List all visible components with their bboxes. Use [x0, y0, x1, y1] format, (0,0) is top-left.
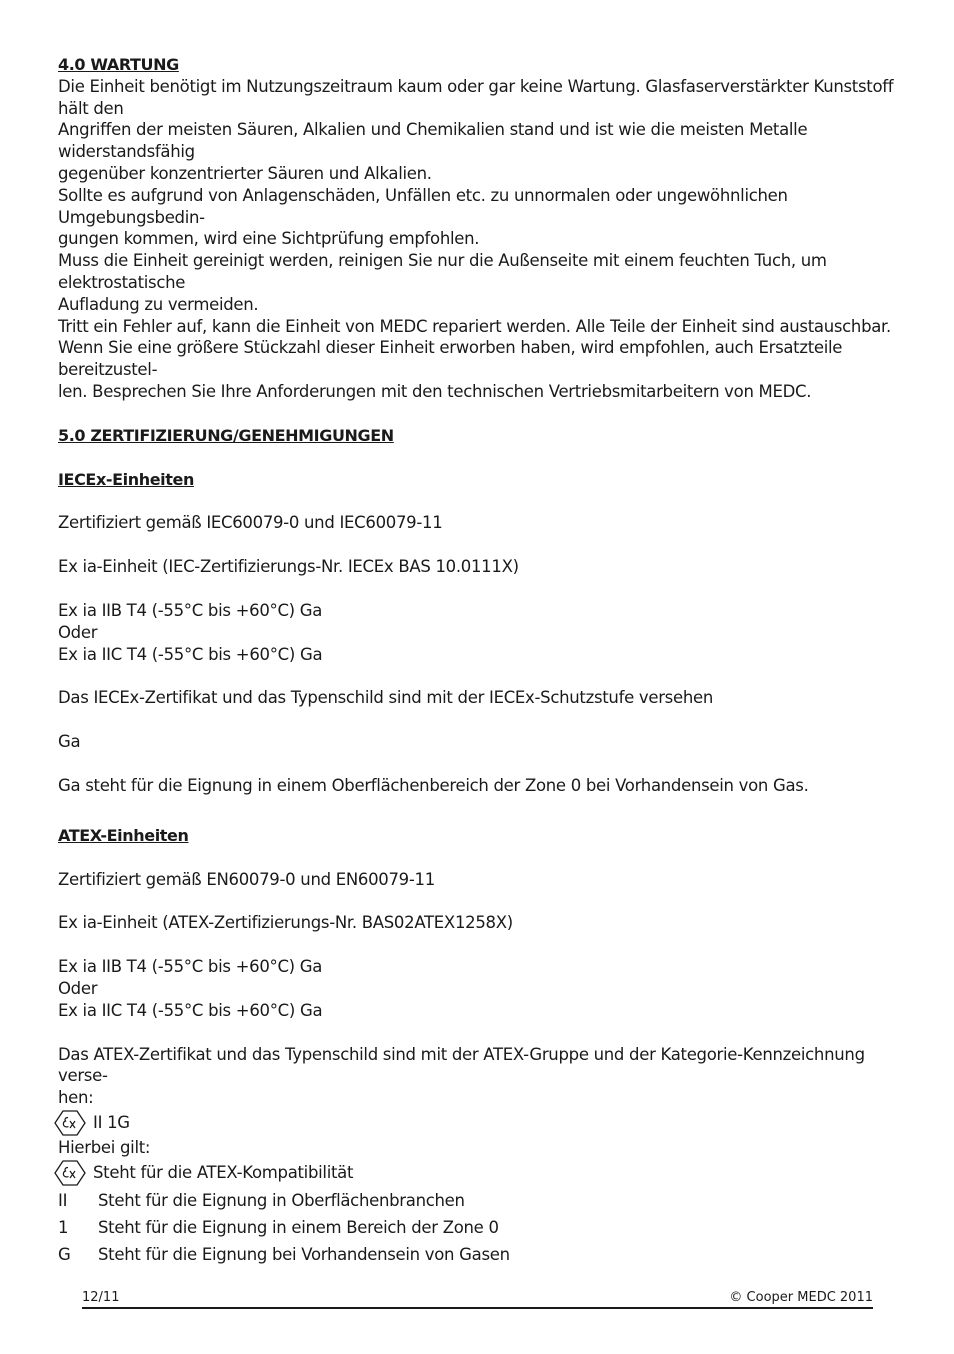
section-heading-wartung: 4.0 WARTUNG	[58, 55, 179, 74]
paragraph-line: Die Einheit benötigt im Nutzungszeitraum kaum oder gar keine Wartung. Glasfaserverstärkter Kunststoff hält den	[58, 76, 894, 118]
iecex-unit: Ex ia-Einheit (IEC-Zertifizierungs-Nr. IECEx BAS 10.0111X)	[58, 557, 519, 577]
definition-key: G	[58, 1244, 71, 1264]
atex-certified: Zertifiziert gemäß EN60079-0 und EN60079-11	[58, 869, 435, 889]
atex-ex-meaning-row	[58, 1159, 898, 1187]
iecex-marking: Das IECEx-Zertifikat und das Typenschild sind mit der IECEx-Schutzstufe versehen	[58, 688, 713, 708]
definition-row	[58, 1214, 898, 1241]
atex-marking-line-1: Das ATEX-Zertifikat und das Typenschild sind mit der ATEX-Gruppe und der Kategorie-Kennzeichnung verse-	[58, 1044, 865, 1086]
definition-row	[58, 1187, 898, 1214]
atex-unit: Ex ia-Einheit (ATEX-Zertifizierungs-Nr. BAS02ATEX1258X)	[58, 913, 513, 933]
atex-group-row	[58, 1109, 898, 1137]
footer-copyright: © Cooper MEDC 2011	[729, 1290, 873, 1305]
paragraph-line: gungen kommen, wird eine Sichtprüfung empfohlen.	[58, 229, 480, 249]
atex-hierbei: Hierbei gilt:	[58, 1137, 151, 1157]
paragraph-line: Angriffen der meisten Säuren, Alkalien und Chemikalien stand und ist wie die meisten Metalle widerstandsfähig	[58, 120, 808, 162]
paragraph-line: Wenn Sie eine größere Stückzahl dieser Einheit erworben haben, wird empfohlen, auch Ersatzteile bereitzustel-	[58, 338, 843, 380]
subheading-iecex: IECEx-Einheiten	[58, 469, 194, 489]
subheading-atex: ATEX-Einheiten	[58, 825, 189, 845]
footer-date: 12/11	[82, 1290, 120, 1305]
paragraph-line: Sollte es aufgrund von Anlagenschäden, Unfällen etc. zu unnormalen oder ungewöhnlichen Umgebungsbedin-	[58, 185, 788, 227]
paragraph-line: len. Besprechen Sie Ihre Anforderungen mit den technischen Vertriebsmitarbeitern von MEDC.	[58, 381, 812, 401]
section-heading-zertifizierung: 5.0 ZERTIFIZIERUNG/GENEHMIGUNGEN	[58, 425, 394, 445]
ex-hexagon-icon	[53, 1159, 87, 1187]
paragraph-line: gegenüber konzentrierter Säuren und Alkalien.	[58, 163, 432, 183]
definition-row	[58, 1241, 898, 1268]
paragraph-line: Muss die Einheit gereinigt werden, reinigen Sie nur die Außenseite mit einem feuchten Tuch, um elektrostatische	[58, 251, 827, 292]
definition-value: Steht für die Eignung bei Vorhandensein von Gasen	[98, 1244, 510, 1264]
atex-ex-meaning: Steht für die ATEX-Kompatibilität	[93, 1163, 354, 1183]
definition-value: Steht für die Eignung in einem Bereich der Zone 0	[98, 1217, 499, 1237]
paragraph-line: Tritt ein Fehler auf, kann die Einheit von MEDC repariert werden. Alle Teile der Einheit sind austauschbar.	[58, 316, 891, 336]
atex-code-1: Ex ia IIB T4 (-55°C bis +60°C) Ga	[58, 957, 323, 977]
atex-code-2: Ex ia IIC T4 (-55°C bis +60°C) Ga	[58, 1000, 323, 1020]
iecex-or: Oder	[58, 622, 98, 642]
atex-group-label: II 1G	[93, 1113, 130, 1133]
iecex-code-2: Ex ia IIC T4 (-55°C bis +60°C) Ga	[58, 644, 323, 664]
paragraph-line: Aufladung zu vermeiden.	[58, 294, 259, 314]
iecex-certified: Zertifiziert gemäß IEC60079-0 und IEC60079-11	[58, 513, 443, 533]
atex-marking-line-2: hen:	[58, 1088, 94, 1108]
atex-or: Oder	[58, 978, 98, 998]
iecex-explain: Ga steht für die Eignung in einem Oberflächenbereich der Zone 0 bei Vorhandensein von Gas.	[58, 775, 809, 795]
ex-hexagon-icon	[53, 1109, 87, 1137]
iecex-level: Ga	[58, 732, 81, 752]
iecex-code-1: Ex ia IIB T4 (-55°C bis +60°C) Ga	[58, 600, 323, 620]
document-body	[58, 54, 898, 1268]
definition-value: Steht für die Eignung in Oberflächenbranchen	[98, 1190, 465, 1210]
definition-key: II	[58, 1190, 68, 1210]
definition-key: 1	[58, 1217, 69, 1237]
footer-rule	[82, 1307, 873, 1309]
